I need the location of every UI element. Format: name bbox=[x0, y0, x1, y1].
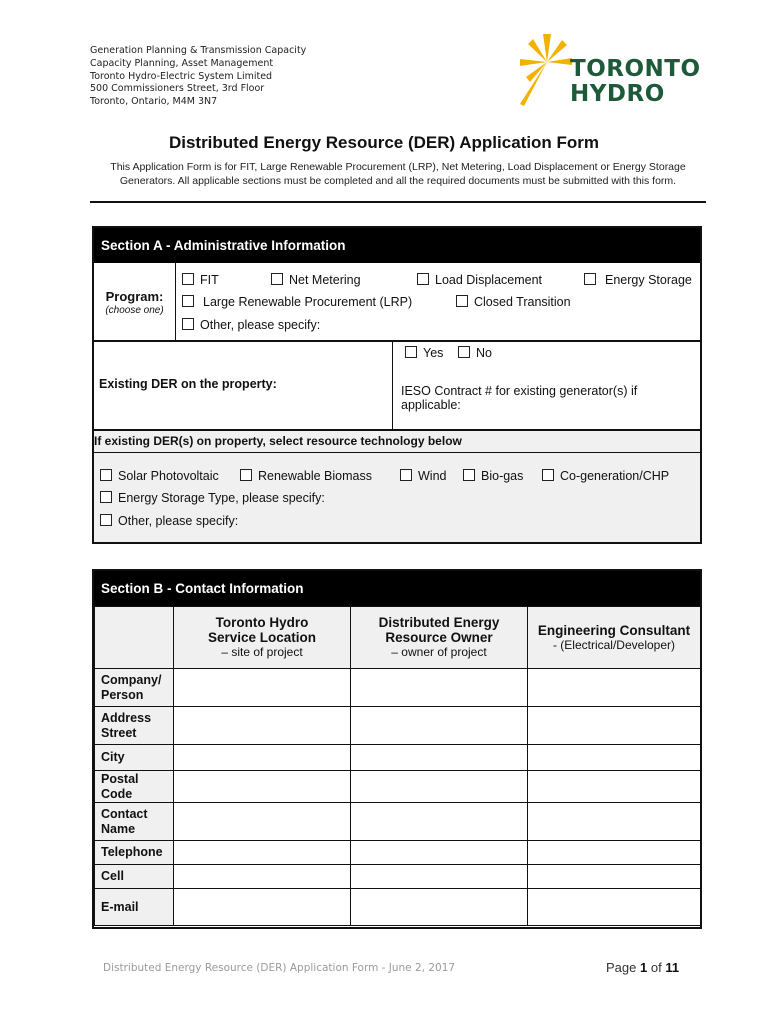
checkbox[interactable] bbox=[542, 469, 554, 481]
row-label-address: Address Street bbox=[95, 707, 174, 745]
address-line: Toronto Hydro-Electric System Limited bbox=[90, 70, 273, 82]
row-label-postal: Postal Code bbox=[95, 771, 174, 803]
tech-chp-option[interactable]: Co-generation/CHP bbox=[542, 469, 669, 483]
input-cell[interactable] bbox=[528, 771, 701, 803]
checkbox[interactable] bbox=[100, 514, 112, 526]
table-row bbox=[95, 865, 701, 889]
checkbox[interactable] bbox=[400, 469, 412, 481]
table-row bbox=[95, 841, 701, 865]
input-cell[interactable] bbox=[351, 865, 528, 889]
program-closed-transition-option[interactable]: Closed Transition bbox=[456, 295, 571, 309]
row-label-city: City bbox=[95, 745, 174, 771]
row-label-telephone: Telephone bbox=[95, 841, 174, 865]
tech-header-bar bbox=[94, 431, 700, 452]
table-row bbox=[95, 707, 701, 745]
logo-wordmark-bottom: HYDRO bbox=[570, 81, 665, 107]
section-b bbox=[92, 569, 702, 929]
checkbox[interactable] bbox=[405, 346, 417, 358]
program-net-metering-option[interactable]: Net Metering bbox=[271, 273, 361, 287]
checkbox[interactable] bbox=[240, 469, 252, 481]
input-cell[interactable] bbox=[174, 841, 351, 865]
existing-der-yes-option[interactable]: Yes bbox=[405, 346, 443, 360]
input-cell[interactable] bbox=[351, 889, 528, 926]
checkbox[interactable] bbox=[463, 469, 475, 481]
tech-biomass-option[interactable]: Renewable Biomass bbox=[240, 469, 372, 483]
tech-biogas-option[interactable]: Bio-gas bbox=[463, 469, 523, 483]
table-row bbox=[95, 771, 701, 803]
input-cell[interactable] bbox=[174, 865, 351, 889]
page-indicator: Page 1 of 11 bbox=[606, 960, 680, 975]
program-energy-storage-option[interactable]: Energy Storage bbox=[584, 273, 692, 287]
ieso-contract-label: IESO Contract # for existing generator(s) if applicable: bbox=[401, 384, 638, 412]
checkbox[interactable] bbox=[182, 295, 194, 307]
address-line: Generation Planning & Transmission Capacity bbox=[90, 45, 307, 56]
intro-line: Generators. All applicable sections must be completed and all the required documents must be submitted with this form. bbox=[119, 174, 677, 187]
checkbox[interactable] bbox=[182, 273, 194, 285]
ieso-contract-field[interactable] bbox=[394, 416, 694, 428]
input-cell[interactable] bbox=[528, 865, 701, 889]
program-hint: (choose one) bbox=[105, 305, 164, 316]
header-divider bbox=[90, 201, 706, 203]
input-cell[interactable] bbox=[528, 803, 701, 841]
logo-wordmark-top: TORONTO bbox=[570, 56, 701, 82]
section-a bbox=[92, 226, 702, 544]
footer-document-title: Distributed Energy Resource (DER) Application Form - June 2, 2017 bbox=[103, 962, 456, 974]
checkbox[interactable] bbox=[100, 491, 112, 503]
tech-other-option[interactable]: Other, please specify: bbox=[100, 514, 238, 528]
row-label-company: Company/ Person bbox=[95, 669, 174, 707]
tech-solar-option[interactable]: Solar Photovoltaic bbox=[100, 469, 219, 483]
row-label-email: E-mail bbox=[95, 889, 174, 926]
toronto-hydro-logo bbox=[518, 32, 708, 110]
input-cell[interactable] bbox=[351, 669, 528, 707]
input-cell[interactable] bbox=[351, 745, 528, 771]
tech-wind-option[interactable]: Wind bbox=[400, 469, 446, 483]
input-cell[interactable] bbox=[174, 707, 351, 745]
form-title: Distributed Energy Resource (DER) Application Form bbox=[168, 133, 600, 152]
corner-cell bbox=[95, 607, 174, 669]
table-row bbox=[95, 745, 701, 771]
input-cell[interactable] bbox=[528, 889, 701, 926]
program-label-cell bbox=[94, 263, 175, 340]
existing-der-no-option[interactable]: No bbox=[458, 346, 492, 360]
form-intro bbox=[90, 161, 706, 188]
col-header-engineering-consultant: Engineering Consultant - (Electrical/Developer) bbox=[528, 607, 701, 669]
checkbox[interactable] bbox=[456, 295, 468, 307]
program-load-displacement-option[interactable]: Load Displacement bbox=[417, 273, 542, 287]
input-cell[interactable] bbox=[351, 707, 528, 745]
input-cell[interactable] bbox=[351, 803, 528, 841]
checkbox[interactable] bbox=[271, 273, 283, 285]
row-label-contact-name: Contact Name bbox=[95, 803, 174, 841]
table-row bbox=[95, 889, 701, 926]
input-cell[interactable] bbox=[351, 841, 528, 865]
input-cell[interactable] bbox=[528, 669, 701, 707]
sun-burst-icon bbox=[518, 32, 576, 110]
checkbox[interactable] bbox=[182, 318, 194, 330]
input-cell[interactable] bbox=[174, 669, 351, 707]
program-label: Program: bbox=[105, 289, 164, 304]
contact-table-header-row bbox=[95, 607, 701, 669]
checkbox[interactable] bbox=[458, 346, 470, 358]
address-line: 500 Commissioners Street, 3rd Floor bbox=[90, 83, 265, 95]
program-lrp-option[interactable]: Large Renewable Procurement (LRP) bbox=[182, 295, 412, 309]
input-cell[interactable] bbox=[174, 889, 351, 926]
input-cell[interactable] bbox=[174, 803, 351, 841]
input-cell[interactable] bbox=[528, 707, 701, 745]
checkbox[interactable] bbox=[584, 273, 596, 285]
intro-line: This Application Form is for FIT, Large Renewable Procurement (LRP), Net Metering, Load Displacement or Energy Storage bbox=[110, 161, 686, 173]
address-line: Toronto, Ontario, M4M 3N7 bbox=[90, 96, 218, 108]
col-header-resource-owner: Distributed Energy Resource Owner – owner of project bbox=[351, 607, 528, 669]
program-fit-option[interactable]: FIT bbox=[182, 273, 219, 287]
tech-header-text: If existing DER(s) on property, select resource technology below bbox=[94, 434, 462, 448]
input-cell[interactable] bbox=[528, 745, 701, 771]
input-cell[interactable] bbox=[528, 841, 701, 865]
section-a-header: Section A - Administrative Information bbox=[94, 228, 700, 263]
checkbox[interactable] bbox=[100, 469, 112, 481]
input-cell[interactable] bbox=[351, 771, 528, 803]
section-b-header: Section B - Contact Information bbox=[94, 571, 700, 606]
tech-storage-type-option[interactable]: Energy Storage Type, please specify: bbox=[100, 491, 325, 505]
existing-der-label: Existing DER on the property: bbox=[99, 377, 277, 391]
col-header-service-location: Toronto Hydro Service Location – site of project bbox=[174, 607, 351, 669]
table-row bbox=[95, 803, 701, 841]
input-cell[interactable] bbox=[174, 771, 351, 803]
sender-address bbox=[90, 45, 306, 109]
address-line: Capacity Planning, Asset Management bbox=[90, 57, 274, 69]
contact-table bbox=[94, 606, 701, 926]
program-other-option[interactable]: Other, please specify: bbox=[182, 318, 320, 332]
input-cell[interactable] bbox=[174, 745, 351, 771]
row-label-cell: Cell bbox=[95, 865, 174, 889]
checkbox[interactable] bbox=[417, 273, 429, 285]
table-row bbox=[95, 669, 701, 707]
